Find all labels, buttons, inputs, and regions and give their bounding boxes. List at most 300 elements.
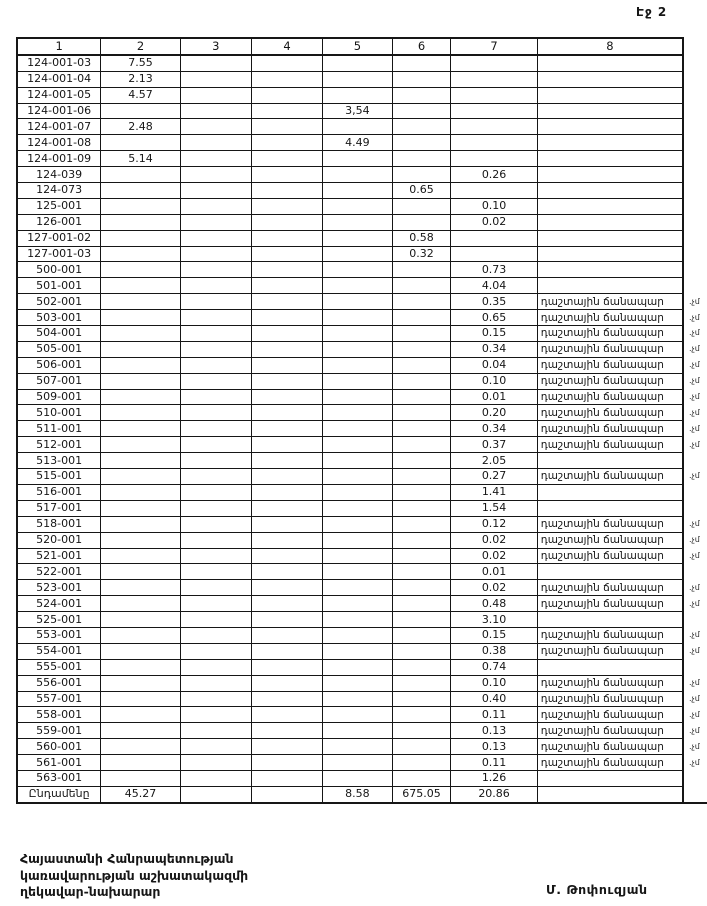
value-cell <box>392 532 451 548</box>
value-cell <box>323 389 392 405</box>
value-cell <box>392 596 451 612</box>
value-cell <box>251 167 322 183</box>
note-cell: դաշտային ճանապար <box>537 580 683 596</box>
table-row <box>17 484 707 500</box>
value-cell <box>251 643 322 659</box>
note-cell <box>537 230 683 246</box>
margin-annotation: .չմ <box>689 630 700 640</box>
code-cell: 506-001 <box>17 357 101 373</box>
value-cell: 2.48 <box>101 119 180 135</box>
margin-annotation: .չմ <box>689 392 700 402</box>
value-cell <box>180 357 251 373</box>
value-cell <box>251 151 322 167</box>
value-cell <box>323 310 392 326</box>
margin-annotation <box>683 151 707 167</box>
value-cell <box>451 103 537 119</box>
value-cell: 0.65 <box>392 183 451 199</box>
value-cell <box>392 151 451 167</box>
code-cell: 501-001 <box>17 278 101 294</box>
land-register-table-wrap <box>16 37 707 804</box>
value-cell <box>101 675 180 691</box>
value-cell <box>392 516 451 532</box>
note-cell: դաշտային ճանապար <box>537 739 683 755</box>
value-cell <box>180 167 251 183</box>
table-row <box>17 198 707 214</box>
value-cell <box>392 262 451 278</box>
column-header: 8 <box>537 38 683 55</box>
code-cell: 500-001 <box>17 262 101 278</box>
margin-annotation: .չմ <box>689 646 700 656</box>
value-cell <box>392 612 451 628</box>
value-cell <box>101 262 180 278</box>
value-cell <box>180 500 251 516</box>
margin-annotation: .չմ <box>689 598 700 608</box>
margin-annotation: .չմ <box>689 709 700 719</box>
value-cell <box>251 596 322 612</box>
value-cell <box>251 183 322 199</box>
code-cell: 504-001 <box>17 326 101 342</box>
value-cell <box>323 659 392 675</box>
code-cell: 124-001-04 <box>17 71 101 87</box>
column-header: 2 <box>101 38 180 55</box>
value-cell: 0.26 <box>451 167 537 183</box>
value-cell <box>180 770 251 786</box>
margin-annotation: .չմ <box>689 582 700 592</box>
value-cell <box>101 580 180 596</box>
code-cell: 553-001 <box>17 627 101 643</box>
value-cell: 0.20 <box>451 405 537 421</box>
code-cell: 518-001 <box>17 516 101 532</box>
value-cell <box>180 151 251 167</box>
table-header-row <box>17 38 707 55</box>
code-cell: 557-001 <box>17 691 101 707</box>
value-cell: 0.34 <box>451 341 537 357</box>
note-cell: դաշտային ճանապար <box>537 310 683 326</box>
note-cell: դաշտային ճանապար <box>537 357 683 373</box>
value-cell <box>251 580 322 596</box>
page-number-label: Էջ 2 <box>636 5 668 19</box>
value-cell: 1.41 <box>451 484 537 500</box>
value-cell <box>251 373 322 389</box>
note-cell <box>537 87 683 103</box>
note-cell: դաշտային ճանապար <box>537 469 683 485</box>
value-cell <box>101 532 180 548</box>
value-cell <box>101 643 180 659</box>
note-cell: դաշտային ճանապար <box>537 294 683 310</box>
value-cell <box>392 755 451 771</box>
value-cell: 0.12 <box>451 516 537 532</box>
value-cell <box>101 707 180 723</box>
value-cell <box>251 659 322 675</box>
value-cell <box>101 230 180 246</box>
footer-org-line: Հայաստանի Հանրապետության <box>20 851 234 866</box>
margin-annotation: .չմ <box>689 344 700 354</box>
value-cell <box>251 516 322 532</box>
value-cell <box>101 214 180 230</box>
value-cell <box>323 167 392 183</box>
margin-annotation <box>683 500 707 516</box>
note-cell: դաշտային ճանապար <box>537 596 683 612</box>
value-cell <box>323 246 392 262</box>
value-cell <box>180 612 251 628</box>
note-cell <box>537 612 683 628</box>
value-cell <box>101 596 180 612</box>
table-row <box>17 294 707 310</box>
value-cell <box>323 675 392 691</box>
code-cell: 525-001 <box>17 612 101 628</box>
value-cell <box>323 421 392 437</box>
value-cell <box>451 246 537 262</box>
note-cell <box>537 198 683 214</box>
note-cell <box>537 786 683 802</box>
value-cell <box>392 167 451 183</box>
code-cell: 561-001 <box>17 755 101 771</box>
value-cell <box>101 278 180 294</box>
code-cell: 520-001 <box>17 532 101 548</box>
table-row <box>17 675 707 691</box>
code-cell: 524-001 <box>17 596 101 612</box>
value-cell <box>323 691 392 707</box>
code-cell: 555-001 <box>17 659 101 675</box>
value-cell <box>251 627 322 643</box>
value-cell <box>180 564 251 580</box>
value-cell <box>451 151 537 167</box>
value-cell <box>392 675 451 691</box>
note-cell: դաշտային ճանապար <box>537 326 683 342</box>
margin-annotation <box>683 135 707 151</box>
value-cell <box>323 183 392 199</box>
value-cell: 0.34 <box>451 421 537 437</box>
total-row <box>17 786 707 802</box>
value-cell <box>323 627 392 643</box>
value-cell <box>323 71 392 87</box>
table-row <box>17 87 707 103</box>
value-cell <box>323 55 392 71</box>
table-row <box>17 548 707 564</box>
value-cell <box>323 151 392 167</box>
value-cell <box>101 357 180 373</box>
table-row <box>17 755 707 771</box>
code-cell: 124-001-07 <box>17 119 101 135</box>
note-cell <box>537 151 683 167</box>
table-row <box>17 770 707 786</box>
land-register-table <box>16 37 707 804</box>
value-cell: 0.74 <box>451 659 537 675</box>
value-cell <box>251 214 322 230</box>
value-cell <box>251 230 322 246</box>
value-cell: 0.58 <box>392 230 451 246</box>
value-cell <box>101 739 180 755</box>
value-cell <box>323 119 392 135</box>
table-row <box>17 103 707 119</box>
value-cell <box>392 500 451 516</box>
value-cell <box>101 500 180 516</box>
value-cell <box>323 612 392 628</box>
table-row <box>17 405 707 421</box>
value-cell <box>323 580 392 596</box>
value-cell: 0.10 <box>451 675 537 691</box>
margin-annotation <box>683 214 707 230</box>
value-cell <box>392 580 451 596</box>
value-cell: 2.05 <box>451 453 537 469</box>
table-row <box>17 183 707 199</box>
value-cell <box>251 691 322 707</box>
value-cell <box>451 87 537 103</box>
note-cell <box>537 183 683 199</box>
value-cell <box>101 453 180 469</box>
total-value-cell <box>251 786 322 802</box>
total-value-cell: 8.58 <box>323 786 392 802</box>
note-cell <box>537 214 683 230</box>
value-cell <box>392 548 451 564</box>
value-cell: 4.04 <box>451 278 537 294</box>
column-header: 6 <box>392 38 451 55</box>
value-cell <box>180 596 251 612</box>
value-cell: 0.10 <box>451 373 537 389</box>
value-cell <box>392 389 451 405</box>
table-row <box>17 437 707 453</box>
value-cell <box>323 469 392 485</box>
value-cell <box>323 326 392 342</box>
code-cell: 127-001-02 <box>17 230 101 246</box>
value-cell <box>180 135 251 151</box>
value-cell <box>392 278 451 294</box>
value-cell <box>392 739 451 755</box>
code-cell: 556-001 <box>17 675 101 691</box>
value-cell: 0.11 <box>451 707 537 723</box>
value-cell <box>392 469 451 485</box>
value-cell <box>180 755 251 771</box>
total-value-cell: 45.27 <box>101 786 180 802</box>
value-cell <box>392 723 451 739</box>
table-row <box>17 580 707 596</box>
value-cell <box>251 739 322 755</box>
margin-annotation <box>683 167 707 183</box>
value-cell <box>392 310 451 326</box>
value-cell <box>323 770 392 786</box>
table-row <box>17 500 707 516</box>
margin-annotation <box>683 484 707 500</box>
table-row <box>17 341 707 357</box>
value-cell <box>101 548 180 564</box>
value-cell <box>180 421 251 437</box>
value-cell <box>251 87 322 103</box>
code-cell: 511-001 <box>17 421 101 437</box>
value-cell <box>392 71 451 87</box>
value-cell <box>101 564 180 580</box>
value-cell: 0.02 <box>451 214 537 230</box>
value-cell <box>323 739 392 755</box>
value-cell <box>451 135 537 151</box>
note-cell <box>537 71 683 87</box>
code-cell: 515-001 <box>17 469 101 485</box>
value-cell <box>323 87 392 103</box>
margin-annotation: .չմ <box>689 296 700 306</box>
value-cell <box>323 500 392 516</box>
value-cell: 0.13 <box>451 739 537 755</box>
value-cell <box>251 755 322 771</box>
value-cell <box>101 659 180 675</box>
table-row <box>17 453 707 469</box>
value-cell <box>101 103 180 119</box>
footer-org-line: ղեկավար-նախարար <box>20 884 161 899</box>
note-cell: դաշտային ճանապար <box>537 675 683 691</box>
column-header: 3 <box>180 38 251 55</box>
value-cell <box>180 71 251 87</box>
value-cell <box>392 564 451 580</box>
margin-annotation <box>683 246 707 262</box>
margin-annotation <box>683 612 707 628</box>
value-cell <box>323 373 392 389</box>
code-cell: 127-001-03 <box>17 246 101 262</box>
value-cell: 0.02 <box>451 532 537 548</box>
value-cell <box>323 564 392 580</box>
note-cell <box>537 262 683 278</box>
value-cell <box>392 691 451 707</box>
value-cell <box>101 310 180 326</box>
value-cell <box>101 389 180 405</box>
value-cell <box>392 453 451 469</box>
table-row <box>17 278 707 294</box>
code-cell: 505-001 <box>17 341 101 357</box>
note-cell: դաշտային ճանապար <box>537 532 683 548</box>
value-cell <box>180 262 251 278</box>
margin-annotation: .չմ <box>689 725 700 735</box>
margin-annotation: .չմ <box>689 519 700 529</box>
margin-annotation: .չմ <box>689 471 700 481</box>
table-row <box>17 167 707 183</box>
margin-annotation <box>683 659 707 675</box>
table-row <box>17 389 707 405</box>
value-cell <box>180 723 251 739</box>
value-cell: 0.01 <box>451 564 537 580</box>
value-cell <box>251 548 322 564</box>
value-cell: 0.65 <box>451 310 537 326</box>
value-cell: 0.48 <box>451 596 537 612</box>
value-cell <box>323 723 392 739</box>
table-row <box>17 151 707 167</box>
value-cell <box>392 119 451 135</box>
value-cell <box>323 643 392 659</box>
value-cell <box>101 421 180 437</box>
margin-annotation: .չմ <box>689 407 700 417</box>
value-cell <box>180 294 251 310</box>
margin-annotation: .չմ <box>689 757 700 767</box>
value-cell: 0.38 <box>451 643 537 659</box>
table-body <box>17 55 707 803</box>
margin-annotation <box>683 71 707 87</box>
value-cell <box>323 707 392 723</box>
value-cell <box>451 119 537 135</box>
value-cell <box>323 755 392 771</box>
table-row <box>17 214 707 230</box>
value-cell <box>392 373 451 389</box>
value-cell <box>251 675 322 691</box>
value-cell <box>392 437 451 453</box>
code-cell: 124-001-03 <box>17 55 101 71</box>
code-cell: 521-001 <box>17 548 101 564</box>
value-cell <box>251 453 322 469</box>
note-cell <box>537 167 683 183</box>
margin-annotation: .չմ <box>689 423 700 433</box>
value-cell <box>101 405 180 421</box>
value-cell <box>251 532 322 548</box>
value-cell <box>451 183 537 199</box>
code-cell: 124-001-09 <box>17 151 101 167</box>
value-cell <box>180 389 251 405</box>
code-cell: 502-001 <box>17 294 101 310</box>
column-header: 1 <box>17 38 101 55</box>
value-cell <box>392 421 451 437</box>
value-cell <box>323 453 392 469</box>
margin-annotation: .չմ <box>689 741 700 751</box>
value-cell <box>251 389 322 405</box>
value-cell <box>323 532 392 548</box>
total-value-cell: 20.86 <box>451 786 537 802</box>
note-cell <box>537 770 683 786</box>
value-cell <box>323 484 392 500</box>
note-cell <box>537 500 683 516</box>
value-cell: 0.02 <box>451 580 537 596</box>
value-cell <box>101 612 180 628</box>
value-cell: 7.55 <box>101 55 180 71</box>
value-cell <box>180 580 251 596</box>
code-cell: 554-001 <box>17 643 101 659</box>
table-row <box>17 707 707 723</box>
value-cell <box>180 548 251 564</box>
value-cell <box>101 135 180 151</box>
value-cell <box>180 627 251 643</box>
value-cell <box>101 770 180 786</box>
value-cell <box>251 341 322 357</box>
note-cell <box>537 453 683 469</box>
value-cell <box>180 326 251 342</box>
value-cell <box>323 214 392 230</box>
table-row <box>17 326 707 342</box>
value-cell <box>392 707 451 723</box>
value-cell: 0.27 <box>451 469 537 485</box>
value-cell <box>251 119 322 135</box>
value-cell <box>180 87 251 103</box>
total-value-cell <box>180 786 251 802</box>
value-cell <box>180 55 251 71</box>
value-cell <box>251 357 322 373</box>
value-cell <box>180 278 251 294</box>
value-cell <box>451 230 537 246</box>
note-cell <box>537 135 683 151</box>
value-cell: 0.40 <box>451 691 537 707</box>
value-cell <box>392 294 451 310</box>
code-cell: 560-001 <box>17 739 101 755</box>
code-cell: 510-001 <box>17 405 101 421</box>
value-cell <box>101 294 180 310</box>
value-cell: 5.14 <box>101 151 180 167</box>
value-cell <box>392 357 451 373</box>
note-cell <box>537 103 683 119</box>
value-cell <box>101 627 180 643</box>
table-row <box>17 643 707 659</box>
note-cell: դաշտային ճանապար <box>537 723 683 739</box>
note-cell: դաշտային ճանապար <box>537 373 683 389</box>
column-header: 4 <box>251 38 322 55</box>
value-cell <box>392 659 451 675</box>
value-cell <box>323 548 392 564</box>
value-cell: 3,54 <box>323 103 392 119</box>
code-cell: 124-039 <box>17 167 101 183</box>
note-cell <box>537 119 683 135</box>
table-row <box>17 310 707 326</box>
margin-annotation <box>683 103 707 119</box>
